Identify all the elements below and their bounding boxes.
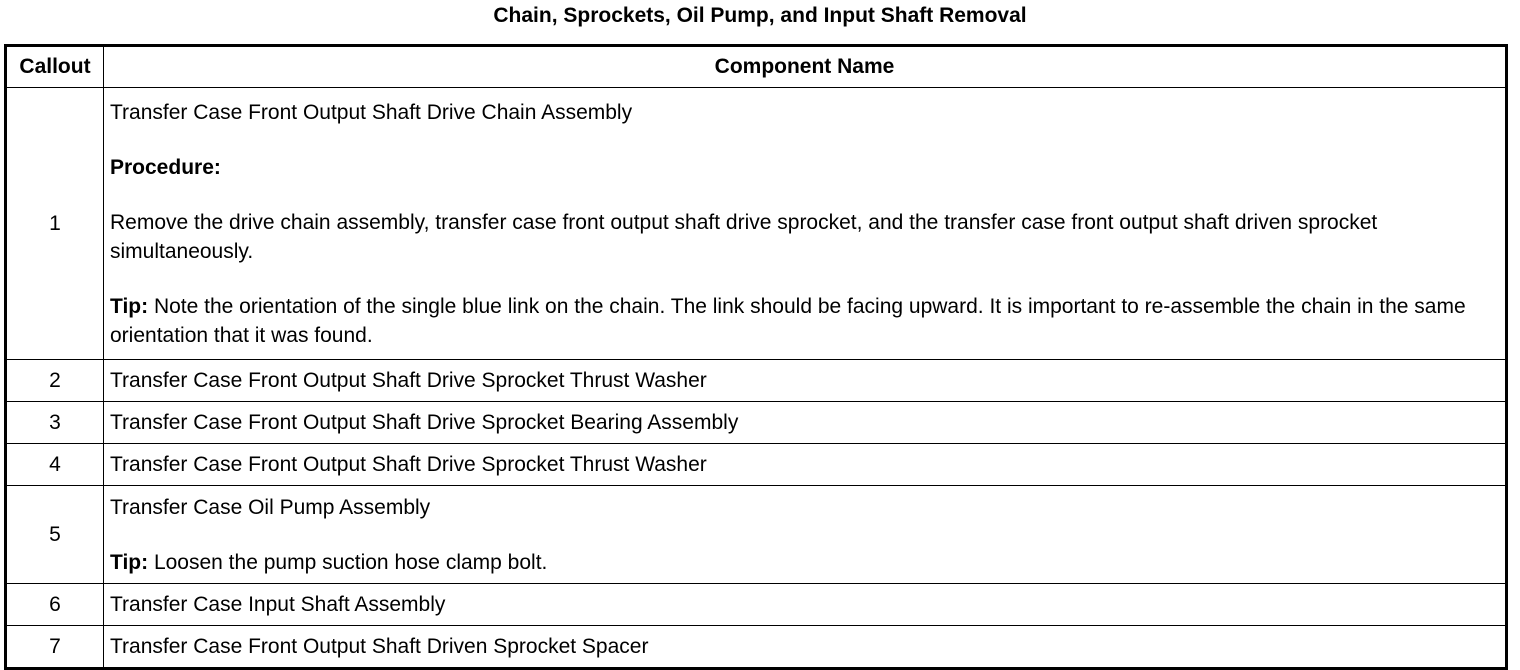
component-name: Transfer Case Front Output Shaft Drive Chain Assembly <box>110 100 633 124</box>
document-title: Chain, Sprockets, Oil Pump, and Input Shaft Removal <box>493 4 1027 27</box>
callout-cell: 7 <box>6 626 104 669</box>
component-name: Transfer Case Front Output Shaft Drive Sprocket Bearing Assembly <box>104 402 1507 444</box>
table-row-1 <box>6 88 1507 360</box>
callout-cell: 4 <box>6 444 104 486</box>
table-row-4 <box>6 444 1507 486</box>
tip-paragraph <box>110 548 1499 577</box>
component-cell <box>104 486 1507 584</box>
tip-text: Loosen the pump suction hose clamp bolt. <box>153 550 548 574</box>
component-name-column-header: Component Name <box>104 46 1507 88</box>
table-row-2 <box>6 360 1507 402</box>
tip-text: Note the orientation of the single blue link on the chain. The link should be facing upward. It is important to re-assemble the chain in the same orientation that it was found. <box>110 294 1466 347</box>
component-name: Transfer Case Oil Pump Assembly <box>110 495 431 519</box>
callout-cell: 1 <box>6 88 104 360</box>
tip-paragraph <box>110 292 1499 350</box>
callout-column-header: Callout <box>6 46 104 88</box>
callout-cell: 6 <box>6 584 104 626</box>
component-name: Transfer Case Front Output Shaft Drive Sprocket Thrust Washer <box>104 360 1507 402</box>
procedure-text: Remove the drive chain assembly, transfer case front output shaft drive sprocket, and the transfer case front output shaft driven sprocket simultaneously. <box>110 210 1378 263</box>
tip-label: Tip: <box>110 550 149 574</box>
table-row-7 <box>6 626 1507 669</box>
table-header-row <box>6 46 1507 88</box>
callout-cell: 5 <box>6 486 104 584</box>
components-table <box>4 44 1508 670</box>
table-row-3 <box>6 402 1507 444</box>
tip-label: Tip: <box>110 294 149 318</box>
component-cell <box>104 88 1507 360</box>
component-name: Transfer Case Front Output Shaft Driven Sprocket Spacer <box>104 626 1507 669</box>
callout-cell: 2 <box>6 360 104 402</box>
procedure-label: Procedure: <box>110 155 221 179</box>
component-name: Transfer Case Front Output Shaft Drive Sprocket Thrust Washer <box>104 444 1507 486</box>
callout-cell: 3 <box>6 402 104 444</box>
component-name: Transfer Case Input Shaft Assembly <box>104 584 1507 626</box>
table-row-6 <box>6 584 1507 626</box>
table-row-5 <box>6 486 1507 584</box>
